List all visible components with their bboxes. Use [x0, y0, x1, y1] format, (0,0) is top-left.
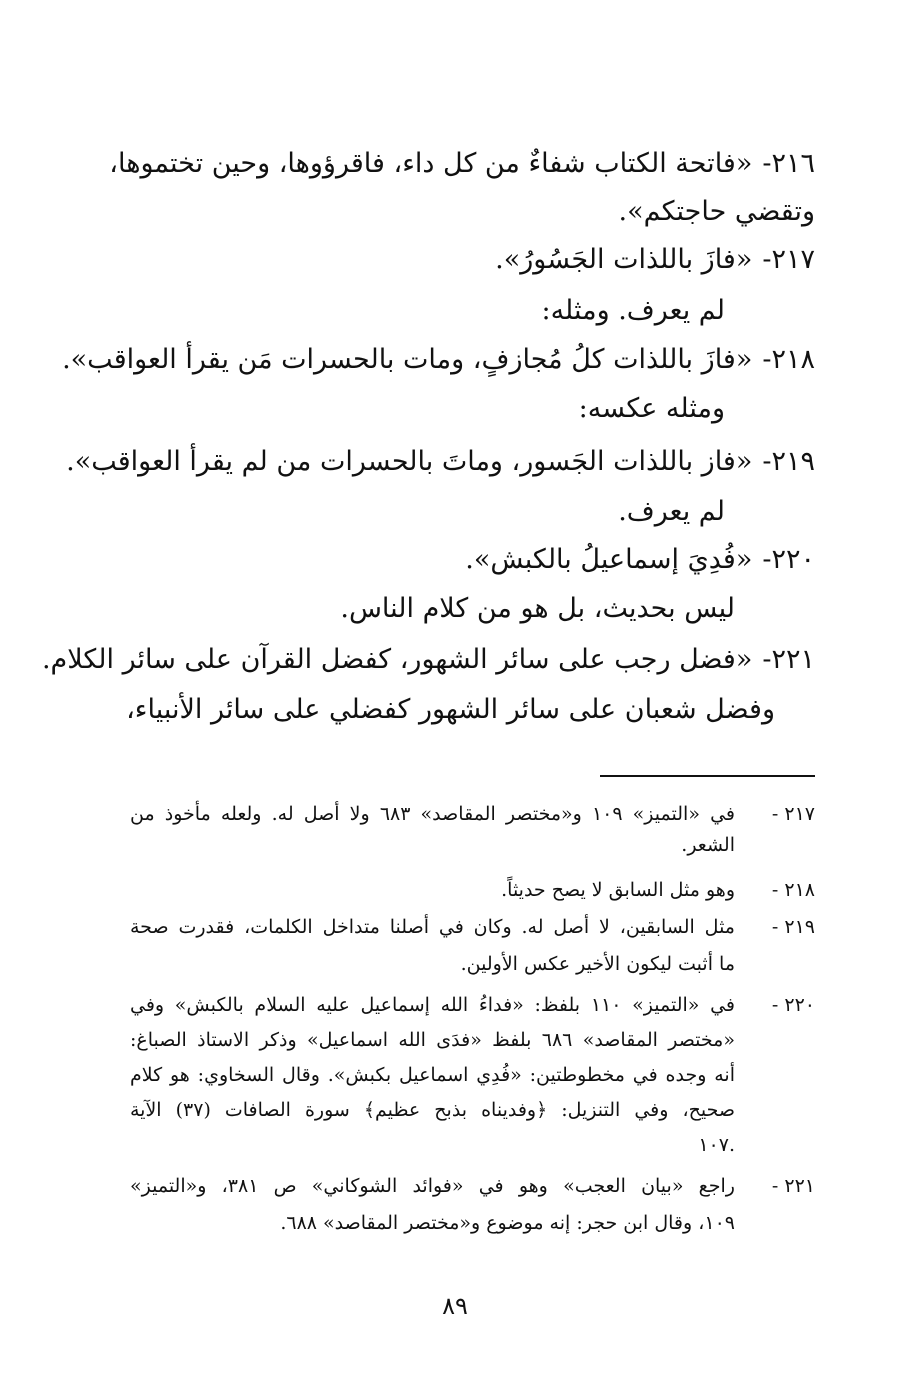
hadith-220-note: ليس بحديث، بل هو من كلام الناس. — [340, 593, 735, 624]
hadith-217-note: لم يعرف. ومثله: — [541, 295, 725, 326]
footnote-219-line-2: ما أثبت ليكون الأخير عكس الأولين. — [460, 953, 735, 975]
hadith-219-number: ٢١٩- — [762, 446, 815, 477]
hadith-216-line-1 — [109, 138, 815, 190]
footnote-219 — [115, 912, 815, 943]
hadith-217-text: «فازَ باللذات الجَسُورُ». — [495, 244, 753, 275]
hadith-217-number: ٢١٧- — [762, 244, 815, 275]
hadith-216-number: ٢١٦- — [762, 148, 815, 179]
footnote-221-line-2: ١٠٩، وقال ابن حجر: إنه موضوع و«مختصر المقاصد» ٦٨٨. — [280, 1212, 735, 1234]
footnote-221-cont — [115, 1208, 815, 1239]
page-number: ٨٩ — [442, 1292, 468, 1320]
hadith-220 — [115, 534, 815, 586]
footnote-220-cont-1 — [115, 1025, 815, 1056]
footnote-221 — [115, 1171, 815, 1202]
footnote-220-cont-3 — [115, 1095, 815, 1126]
footnote-220-line-5: .١٠٧ — [698, 1134, 735, 1156]
footnote-220 — [115, 990, 815, 1021]
footnote-221-line-1: راجع «بيان العجب» وهو في «فوائد الشوكاني» ص ٣٨١، و«التميز» — [130, 1175, 735, 1197]
footnote-219-line-1: مثل السابقين، لا أصل له. وكان في أصلنا متداخل الكلمات، فقدرت صحة — [130, 916, 735, 938]
footnote-217-number: ٢١٧ - — [771, 803, 815, 825]
footnote-217-line-2: الشعر. — [681, 834, 735, 856]
footnote-220-line-2: «مختصر المقاصد» ٦٨٦ بلفظ «فدَى الله اسماعيل» وذكر الاستاذ الصباغ: — [130, 1029, 735, 1051]
footnote-220-line-3: أنه وجده في مخطوطتين: «فُدِي اسماعيل بكبش». وقال السخاوي: هو كلام — [130, 1064, 735, 1086]
footnote-221-number: ٢٢١ - — [771, 1175, 815, 1197]
hadith-221-number: ٢٢١- — [762, 644, 815, 675]
footnote-220-number: ٢٢٠ - — [771, 994, 815, 1016]
footnote-219-cont — [115, 949, 815, 980]
footnote-220-cont-4 — [115, 1130, 815, 1161]
footnote-218-number: ٢١٨ - — [771, 879, 815, 901]
footnote-219-number: ٢١٩ - — [771, 916, 815, 938]
footnote-218-line-1: وهو مثل السابق لا يصح حديثاً. — [501, 879, 735, 901]
hadith-216-text-1: «فاتحة الكتاب شفاءٌ من كل داء، فاقرؤوها، وحين تختموها، — [109, 148, 753, 179]
footnote-217-cont — [115, 830, 815, 861]
hadith-216-text-2: وتقضي حاجتكم». — [618, 196, 815, 227]
hadith-219-text: «فاز باللذات الجَسور، وماتَ بالحسرات من لم يقرأ العواقب». — [66, 446, 753, 477]
hadith-220-number: ٢٢٠- — [762, 544, 815, 575]
footnote-220-cont-2 — [115, 1060, 815, 1091]
footnotes — [115, 799, 815, 1239]
hadith-221-line-2: وفضل شعبان على سائر الشهور كفضلي على سائر الأنبياء، — [126, 694, 775, 725]
hadith-221-line-1 — [41, 634, 815, 686]
hadith-219 — [66, 436, 815, 488]
hadith-218-note: ومثله عكسه: — [578, 393, 725, 424]
footnote-218 — [115, 875, 815, 906]
footnote-220-line-1: في «التميز» ١١٠ بلفظ: «فداءُ الله إسماعيل عليه السلام بالكبش» وفي — [130, 994, 736, 1016]
footnote-separator — [600, 775, 815, 777]
hadith-218 — [62, 334, 815, 386]
hadith-219-note: لم يعرف. — [618, 496, 725, 527]
hadith-220-text: «فُدِيَ إسماعيلُ بالكبش». — [465, 544, 753, 575]
hadith-218-number: ٢١٨- — [762, 344, 815, 375]
hadith-218-text: «فازَ باللذات كلُ مُجازفٍ، ومات بالحسرات مَن يقرأ العواقب». — [62, 344, 753, 375]
hadith-216-line-2 — [115, 186, 815, 238]
hadith-221-text-1: «فضل رجب على سائر الشهور، كفضل القرآن على سائر الكلام. — [41, 644, 753, 675]
footnote-220-line-4: صحيح، وفي التنزيل: ﴿وفديناه بذبح عظيم﴾ سورة الصافات (٣٧) الآية — [130, 1099, 735, 1121]
footnote-217 — [115, 799, 815, 830]
hadith-217 — [115, 234, 815, 286]
footnote-217-line-1: في «التميز» ١٠٩ و«مختصر المقاصد» ٦٨٣ ولا أصل له. ولعله مأخوذ من — [130, 803, 735, 825]
